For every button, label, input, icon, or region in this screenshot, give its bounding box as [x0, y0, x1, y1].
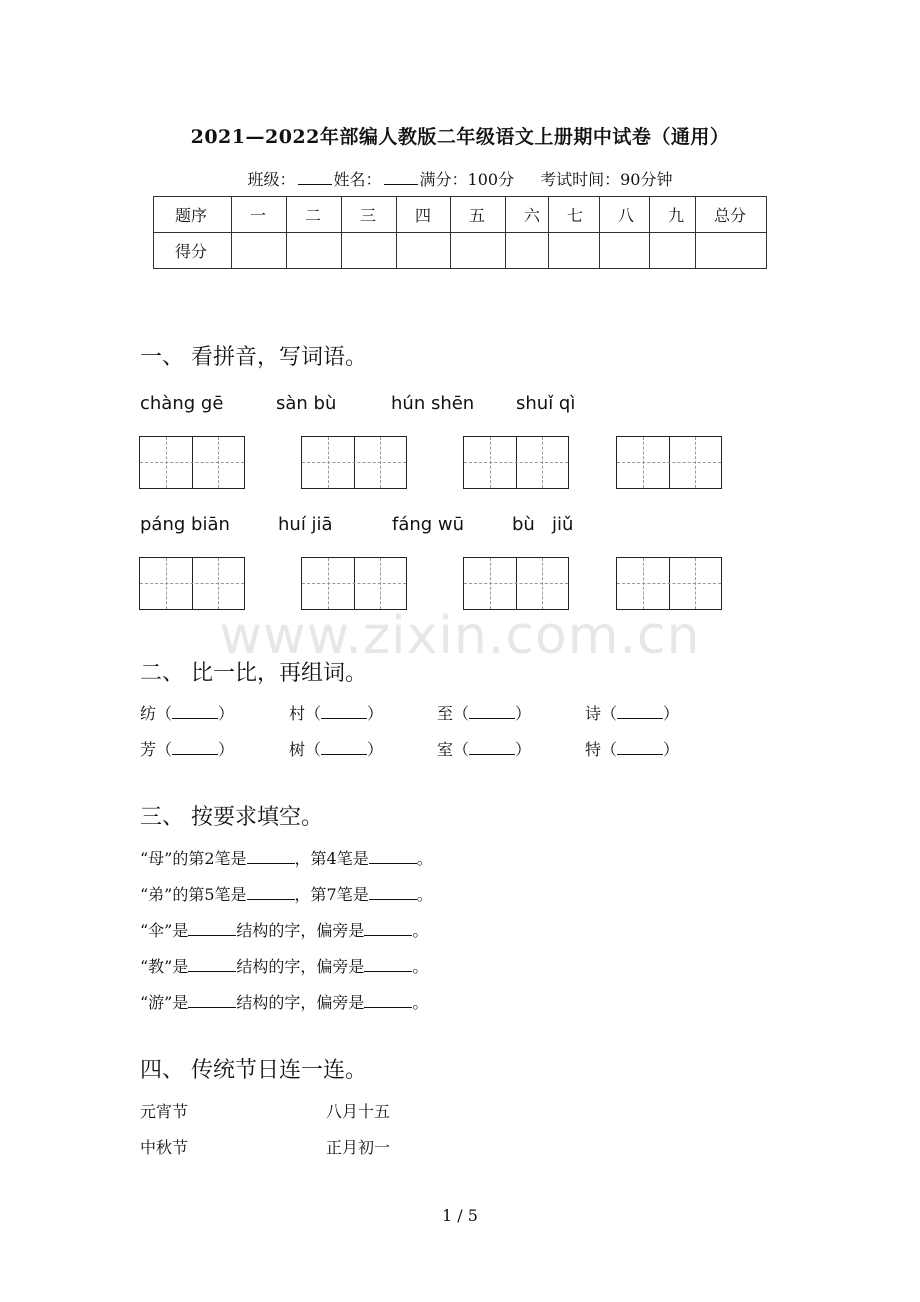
exam-time: 考试时间：90分钟: [540, 170, 673, 189]
score-cell[interactable]: [342, 233, 397, 269]
writing-grid[interactable]: [616, 557, 722, 610]
fill-text: 。: [412, 993, 429, 1012]
score-header-cell: 六: [506, 197, 549, 233]
fill-item: [140, 882, 433, 905]
section3-heading: 三、 按要求填空。: [140, 805, 323, 830]
score-header-cell: 九: [650, 197, 696, 233]
score-header-cell: 七: [549, 197, 600, 233]
score-cell[interactable]: [696, 233, 767, 269]
fill-text: 。: [416, 885, 433, 904]
fill-text: ，第7笔是: [294, 885, 369, 904]
festival-item[interactable]: 元宵节: [140, 1102, 189, 1121]
answer-blank[interactable]: [247, 887, 295, 900]
writing-grid[interactable]: [139, 557, 245, 610]
fill-text: 。: [416, 849, 433, 868]
compare-item: 特（ ）: [585, 740, 680, 759]
score-header-row: [154, 197, 767, 233]
watermark: www.zixin.com.cn: [219, 606, 701, 666]
name-label: 姓名：: [333, 170, 382, 189]
compare-item: 纺（ ）: [140, 704, 235, 723]
answer-blank[interactable]: [321, 742, 367, 755]
answer-blank[interactable]: [321, 706, 367, 719]
compare-char: 芳: [140, 740, 157, 759]
answer-blank[interactable]: [369, 887, 417, 900]
compare-char: 室: [437, 740, 454, 759]
pinyin-label: huí jiā: [278, 514, 333, 535]
fill-text: “教”是: [140, 957, 189, 976]
score-header-cell: 三: [342, 197, 397, 233]
class-blank: [298, 170, 332, 185]
pinyin-label: hún shēn: [391, 393, 475, 414]
pinyin-label: fáng wū: [392, 514, 465, 535]
date-item[interactable]: 八月十五: [326, 1102, 391, 1121]
pinyin-label: chàng gē: [140, 393, 224, 414]
answer-blank[interactable]: [617, 742, 663, 755]
section2-heading: 二、 比一比，再组词。: [140, 661, 367, 686]
score-header-cell: 二: [287, 197, 342, 233]
fill-text: 结构的字，偏旁是: [236, 993, 365, 1012]
fill-item: [140, 954, 428, 977]
answer-blank[interactable]: [188, 959, 236, 972]
score-cell[interactable]: [650, 233, 696, 269]
fill-text: 结构的字，偏旁是: [236, 957, 365, 976]
full-score: 满分：100分: [419, 170, 515, 189]
score-header-cell: 八: [600, 197, 650, 233]
compare-item: 芳（ ）: [140, 740, 235, 759]
compare-item: 室（ ）: [437, 740, 532, 759]
fill-text: “母”的第2笔是: [140, 849, 247, 868]
score-cell[interactable]: [506, 233, 549, 269]
section4-heading: 四、 传统节日连一连。: [140, 1058, 367, 1083]
fill-text: 。: [412, 921, 429, 940]
score-cell[interactable]: [451, 233, 506, 269]
name-blank: [384, 170, 418, 185]
answer-blank[interactable]: [369, 851, 417, 864]
page-number: 1 / 5: [442, 1206, 478, 1225]
fill-item: [140, 846, 433, 869]
writing-grid[interactable]: [463, 557, 569, 610]
fill-text: “弟”的第5笔是: [140, 885, 247, 904]
page-title: 2021—2022年部编人教版二年级语文上册期中试卷（通用）: [190, 126, 730, 148]
answer-blank[interactable]: [469, 706, 515, 719]
compare-item: 诗（ ）: [585, 704, 680, 723]
compare-char: 树: [289, 740, 306, 759]
fill-text: “伞”是: [140, 921, 189, 940]
student-info: [0, 167, 920, 190]
fill-item: [140, 918, 428, 941]
writing-grid[interactable]: [139, 436, 245, 489]
score-row-label: 得分: [154, 233, 232, 269]
pinyin-label: sàn bù: [276, 393, 337, 414]
score-cell[interactable]: [600, 233, 650, 269]
fill-item: [140, 990, 428, 1013]
score-cell[interactable]: [287, 233, 342, 269]
fill-text: 结构的字，偏旁是: [236, 921, 365, 940]
compare-item: 至（ ）: [437, 704, 532, 723]
score-header-cell: 一: [232, 197, 287, 233]
answer-blank[interactable]: [469, 742, 515, 755]
score-table: [153, 196, 767, 269]
compare-char: 特: [585, 740, 602, 759]
score-header-cell: 题序: [154, 197, 232, 233]
answer-blank[interactable]: [188, 923, 236, 936]
answer-blank[interactable]: [188, 995, 236, 1008]
score-cell[interactable]: [397, 233, 451, 269]
fill-text: ，第4笔是: [294, 849, 369, 868]
festival-item[interactable]: 中秋节: [140, 1138, 189, 1157]
fill-text: “游”是: [140, 993, 189, 1012]
compare-char: 村: [289, 704, 306, 723]
answer-blank[interactable]: [364, 923, 412, 936]
pinyin-label: bù jiǔ: [512, 514, 574, 535]
score-cell[interactable]: [232, 233, 287, 269]
compare-char: 至: [437, 704, 454, 723]
compare-item: 村（ ）: [289, 704, 384, 723]
answer-blank[interactable]: [364, 995, 412, 1008]
pinyin-label: páng biān: [140, 514, 230, 535]
answer-blank[interactable]: [172, 742, 218, 755]
fill-text: 。: [412, 957, 429, 976]
compare-char: 纺: [140, 704, 157, 723]
answer-blank[interactable]: [364, 959, 412, 972]
score-header-cell: 五: [451, 197, 506, 233]
score-header-cell: 总分: [696, 197, 767, 233]
score-header-cell: 四: [397, 197, 451, 233]
answer-blank[interactable]: [247, 851, 295, 864]
class-label: 班级：: [247, 170, 296, 189]
score-cell[interactable]: [549, 233, 600, 269]
section1-heading: 一、 看拼音，写词语。: [140, 345, 367, 370]
date-item[interactable]: 正月初一: [326, 1138, 391, 1157]
pinyin-label: shuǐ qì: [516, 393, 576, 414]
compare-item: 树（ ）: [289, 740, 384, 759]
writing-grid[interactable]: [616, 436, 722, 489]
score-value-row: [154, 233, 767, 269]
answer-blank[interactable]: [172, 706, 218, 719]
compare-char: 诗: [585, 704, 602, 723]
writing-grid[interactable]: [301, 557, 407, 610]
writing-grid[interactable]: [301, 436, 407, 489]
writing-grid[interactable]: [463, 436, 569, 489]
answer-blank[interactable]: [617, 706, 663, 719]
